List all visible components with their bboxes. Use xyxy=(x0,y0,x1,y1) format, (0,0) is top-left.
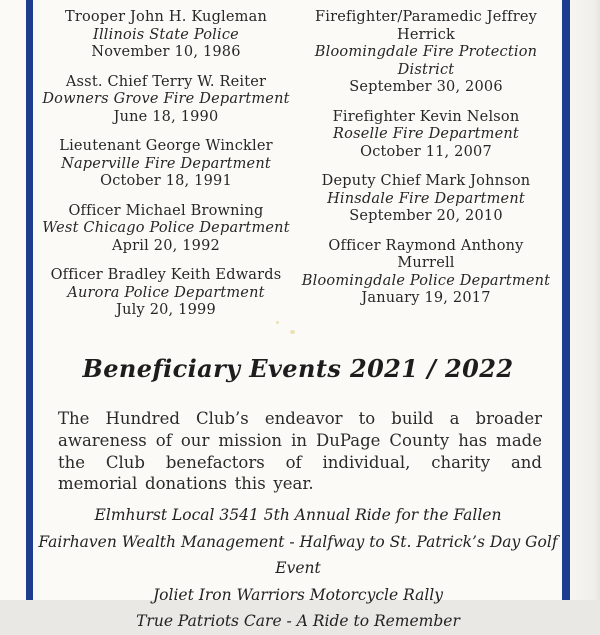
memorial-date: October 18, 1991 xyxy=(100,173,232,189)
memorial-department: Downers Grove Fire Department xyxy=(42,91,290,107)
memorial-entry xyxy=(298,109,554,162)
event-item: Elmhurst Local 3541 5th Annual Ride for the Fallen xyxy=(94,506,502,524)
event-item: True Patriots Care - A Ride to Remember xyxy=(136,612,460,630)
memorial-department: Bloomingdale Police Department xyxy=(301,272,551,289)
memorial-name: Lieutenant George Winckler xyxy=(59,138,273,154)
memorial-date: January 19, 2017 xyxy=(361,290,491,306)
events-list xyxy=(33,502,563,635)
memorial-name: Officer Michael Browning xyxy=(68,202,264,219)
beneficiary-events-heading: Beneficiary Events 2021 / 2022 xyxy=(82,354,514,383)
memorial-date: June 18, 1990 xyxy=(113,108,219,125)
memorial-name: Officer Bradley Keith Edwards xyxy=(50,267,282,283)
memorial-name: Trooper John H. Kugleman xyxy=(64,9,268,25)
memorial-column-right xyxy=(298,9,554,320)
memorial-department: West Chicago Police Department xyxy=(42,220,290,236)
memorial-date: September 30, 2006 xyxy=(349,79,503,95)
memorial-department: Hinsdale Fire Department xyxy=(327,190,525,207)
memorial-entry xyxy=(35,267,297,320)
memorial-date: July 20, 1999 xyxy=(116,302,216,318)
left-border-bar xyxy=(26,0,33,600)
scan-margin xyxy=(570,0,600,600)
intro-paragraph: The Hundred Club’s endeavor to build a broader awareness of our mission in DuPage County has made the Club benefactors of individual, charity and memorial donations this year. xyxy=(58,409,542,494)
memorial-name: Deputy Chief Mark Johnson xyxy=(321,173,531,189)
memorial-department: Illinois State Police xyxy=(93,26,239,43)
memorial-entry xyxy=(298,173,554,226)
scan-speck xyxy=(290,330,295,334)
memorial-name: Asst. Chief Terry W. Reiter xyxy=(65,73,267,90)
memorial-entry xyxy=(35,9,297,62)
memorial-date: October 11, 2007 xyxy=(360,143,492,160)
memorial-date: November 10, 1986 xyxy=(91,44,241,60)
memorial-department: Naperville Fire Department xyxy=(61,155,271,172)
memorial-entry xyxy=(298,9,554,97)
memorial-date: September 20, 2010 xyxy=(349,208,503,224)
memorial-entry xyxy=(35,138,297,191)
scan-speck xyxy=(276,321,279,324)
memorial-name: Officer Raymond Anthony Murrell xyxy=(328,237,524,271)
memorial-date: April 20, 1992 xyxy=(112,237,220,254)
memorial-department: Roselle Fire Department xyxy=(333,126,519,142)
event-item: Joliet Iron Warriors Motorcycle Rally xyxy=(152,585,444,604)
memorial-column-left xyxy=(35,9,297,332)
memorial-name: Firefighter/Paramedic Jeffrey Herrick xyxy=(315,9,537,43)
right-border-bar xyxy=(562,0,570,600)
memorial-department: Aurora Police Department xyxy=(67,284,265,301)
memorial-department: Bloomingdale Fire Protection District xyxy=(314,44,538,78)
memorial-entry xyxy=(35,203,297,256)
memorial-entry xyxy=(35,74,297,127)
event-item: Fairhaven Wealth Management - Halfway to St. Patrick’s Day Golf Event xyxy=(38,532,558,577)
memorial-name: Firefighter Kevin Nelson xyxy=(332,108,520,125)
memorial-entry xyxy=(298,238,554,308)
